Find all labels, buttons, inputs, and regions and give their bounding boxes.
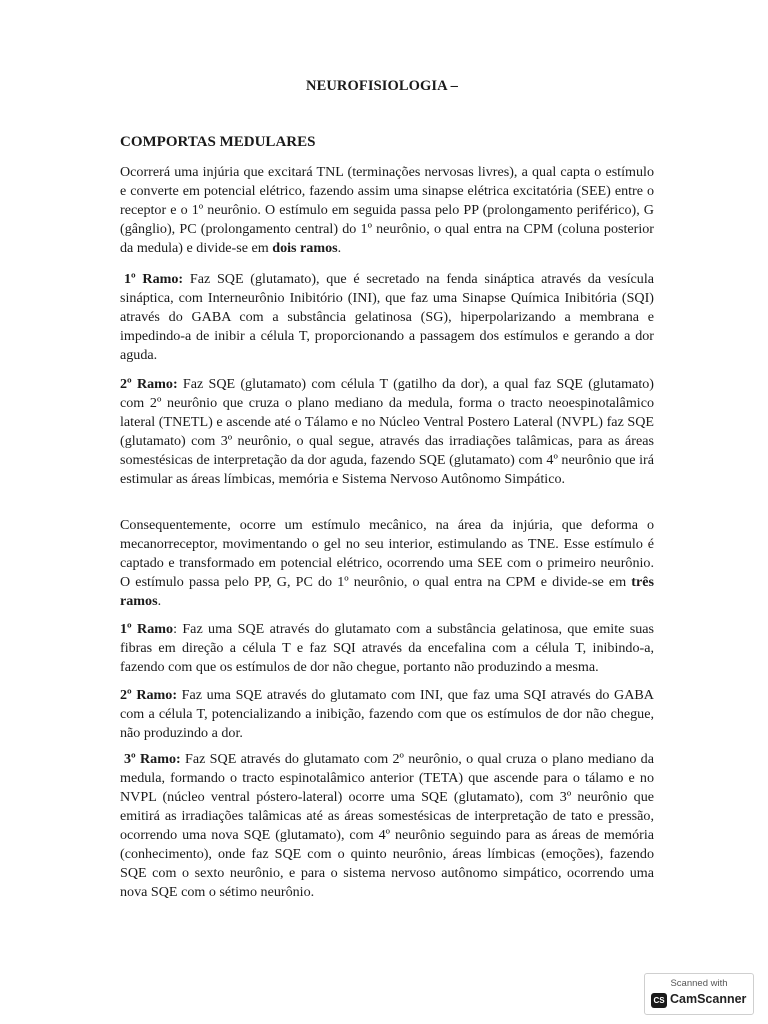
watermark-caption: Scanned with <box>670 978 728 989</box>
paragraph-text: Faz SQE (glutamato) com célula T (gatilho da dor), a qual faz SQE (glutamato) com 2º neurônio que cruza o plano mediano da medula, forma o tracto neoespinotalâmico lateral (TNETL) e ascende até o Tálamo e no Núcleo Ventral Postero Lateral (NVPL) faz SQE (glutamato) com 3º neurônio, o qual segue, através das irradiações talâmicas, para as áreas somestésicas de interpretação da dor aguda, fazendo SQE (glutamato) com 4º neurônio que irá estimular as áreas límbicas, memória e Sistema Nervoso Autônomo Simpático. <box>120 376 654 487</box>
paragraph-second-ramo-1 <box>120 620 654 677</box>
ramo-label: 1º Ramo <box>120 621 174 637</box>
paragraph-second-ramo-3 <box>120 750 654 902</box>
paragraph-text: Faz uma SQE através do glutamato com INI, que faz uma SQI através do GABA com a célula T, potencializando a inibição, fazendo com que os estímulos de dor não chegue, não produzindo a dor. <box>120 687 654 741</box>
paragraph-text: Ocorrerá uma injúria que excitará TNL (terminações nervosas livres), a qual capta o estímulo e converte em potencial elétrico, fazendo assim uma sinapse elétrica excitatória (SEE) entre o receptor e o 1º neurônio. O estímulo em seguida passa pelo PP (prolongamento periférico), G (gânglio), PC (prolongamento central) do 1º neurônio, o qual entra na CPM (coluna posterior da medula) e divide-se em <box>120 164 654 256</box>
paragraph-text: : Faz uma SQE através do glutamato com a substância gelatinosa, que emite suas fibras em direção a célula T e faz SQI através da encefalina com a célula T, inibindo-a, fazendo com que os estímulos de dor não chegue, portanto não produzindo a mesma. <box>120 621 655 675</box>
ramo-label: 1º Ramo: <box>124 271 184 287</box>
ramo-label: 2º Ramo: <box>120 376 178 392</box>
paragraph-intro <box>120 163 654 258</box>
document-title: NEUROFISIOLOGIA – <box>306 78 458 94</box>
section-heading: COMPORTAS MEDULARES <box>120 134 316 150</box>
camscanner-logo-icon: CS <box>651 993 667 1008</box>
emphasis-text: três ramos <box>120 574 654 609</box>
paragraph-text: Consequentemente, ocorre um estímulo mecânico, na área da injúria, que deforma o mecanorreceptor, movimentando o gel no seu interior, estimulando as TNE. Esse estímulo é captado e transformado em potencial elétrico, ocorrendo uma SEE com o primeiro neurônio. O estímulo passa pelo PP, G, PC do 1º neurônio, o qual entra na CPM e divide-se em <box>120 517 654 590</box>
paragraph-mechanical-stimulus <box>120 516 654 611</box>
paragraph-second-ramo-2 <box>120 686 654 743</box>
paragraph-text: Faz SQE através do glutamato com 2º neurônio, o qual cruza o plano mediano da medula, formando o tracto espinotalâmico anterior (TETA) que ascende para o tálamo e no NVPL (núcleo ventral póstero-lateral) ocorre uma SQE (glutamato), com 3º neurônio que emitirá as irradiações talâmicas até as áreas somestésicas de interpretação de tato e pressão, ocorrendo uma nova SQE (glutamato), com 4º neurônio seguindo para as áreas de memória (conhecimento), onde faz SQE com o quinto neurônio, áreas límbicas (emoções), fazendo SQE com o sexto neurônio, e para o sistema nervoso autônomo simpático, ocorrendo uma nova SQE com o sétimo neurônio. <box>120 751 654 900</box>
paragraph-ramo-1 <box>120 270 654 365</box>
ramo-label: 2º Ramo: <box>120 687 178 703</box>
emphasis-text: dois ramos <box>272 240 338 256</box>
ramo-label: 3º Ramo: <box>124 751 181 767</box>
watermark-brand: CamScanner <box>670 992 747 1006</box>
paragraph-tail: . <box>337 240 342 256</box>
paragraph-tail: . <box>157 593 162 609</box>
paragraph-ramo-2 <box>120 375 654 489</box>
paragraph-text: Faz SQE (glutamato), que é secretado na fenda sináptica através da vesícula sináptica, com Interneurônio Inibitório (INI), que faz uma Sinapse Química Inibitória (SQI) através do GABA com a substância gelatinosa (SG), hiperpolarizando a membrana e impedindo-a de inibir a célula T, proporcionando a passagem dos estímulos e gerando a dor aguda. <box>120 271 654 363</box>
camscanner-watermark <box>644 973 754 1015</box>
